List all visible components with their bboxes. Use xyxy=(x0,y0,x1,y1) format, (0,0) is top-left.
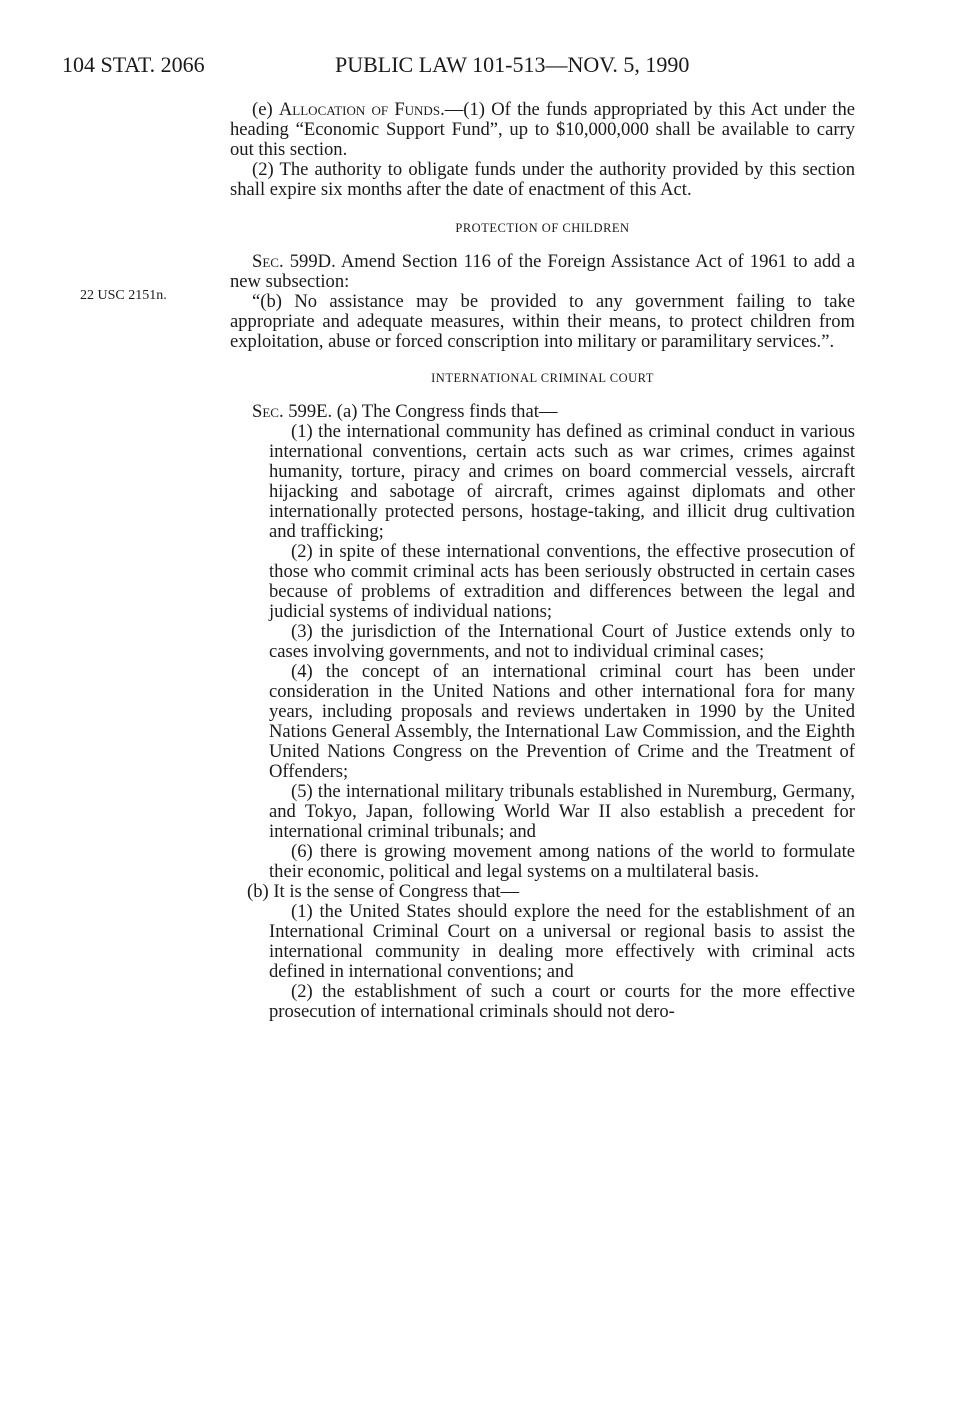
allocation-label-prefix: (e) xyxy=(252,99,279,120)
sec-label-599e: Sec xyxy=(252,401,279,422)
protection-quote: “(b) No assistance may be provided to any government failing to take appropriate and adequate measures, within their means, to protect children from exploitation, abuse or forced conscription into military or paramilitary services.”. xyxy=(230,291,855,352)
allocation-text-1: .—(1) Of the funds appropriated by this Act under the heading “Economic Support Fund”, up to $10,000,000 shall be available to carry out this section. xyxy=(230,99,856,160)
document-body xyxy=(230,100,855,1022)
stat-citation: 104 STAT. 2066 xyxy=(62,52,205,77)
icc-heading: INTERNATIONAL CRIMINAL COURT xyxy=(431,371,654,385)
finding-2: (2) in spite of these international conventions, the effective prosecution of those who commit criminal acts has been seriously obstructed in certain cases because of problems of extradition and differences between the legal and judicial systems of individual nations; xyxy=(269,541,855,622)
public-law-title: PUBLIC LAW 101-513—NOV. 5, 1990 xyxy=(335,52,690,77)
sec-label: Sec xyxy=(252,251,279,272)
finding-6: (6) there is growing movement among nations of the world to formulate their economic, political and legal systems on a multilateral basis. xyxy=(269,841,855,882)
sec-599d-paragraph xyxy=(230,252,855,292)
sec-599e-paragraph xyxy=(230,402,855,422)
usc-margin-note: 22 USC 2151n. xyxy=(80,288,167,303)
page-header xyxy=(62,52,862,82)
finding-1: (1) the international community has defined as criminal conduct in various international conventions, certain acts such as war crimes, crimes against humanity, torture, piracy and crimes on board commercial vessels, aircraft hijacking and sabotage of aircraft, crimes against diplomats and other internationally protected persons, hostage-taking, and illicit drug cultivation and trafficking; xyxy=(269,421,855,542)
finding-4: (4) the concept of an international criminal court has been under consideration in the United Nations and other international fora for many years, including proposals and reviews undertaken in 1990 by the United Nations General Assembly, the International Law Commission, and the Eighth United Nations Congress on the Prevention of Crime and the Treatment of Offenders; xyxy=(269,661,855,782)
sense-intro: (b) It is the sense of Congress that— xyxy=(247,881,520,902)
allocation-paragraph-1 xyxy=(230,100,855,160)
protection-heading: PROTECTION OF CHILDREN xyxy=(455,221,630,235)
sec-599e-text: . 599E. (a) The Congress finds that— xyxy=(278,401,558,422)
sense-1: (1) the United States should explore the need for the establishment of an International Criminal Court on a universal or regional basis to assist the international community in dealing more effectively with criminal acts defined in international conventions; and xyxy=(269,901,855,982)
finding-5: (5) the international military tribunals established in Nuremburg, Germany, and Tokyo, Japan, following World War II also establish a precedent for international criminal tribunals; and xyxy=(269,781,855,842)
allocation-paragraph-2: (2) The authority to obligate funds under the authority provided by this section shall expire six months after the date of enactment of this Act. xyxy=(230,159,855,200)
finding-3: (3) the jurisdiction of the International Court of Justice extends only to cases involving governments, and not to individual criminal cases; xyxy=(269,621,855,662)
sense-2: (2) the establishment of such a court or courts for the more effective prosecution of international criminals should not dero- xyxy=(269,981,855,1022)
sec-599d-text: . 599D. Amend Section 116 of the Foreign Assistance Act of 1961 to add a new subsection: xyxy=(230,251,855,292)
allocation-label: Allocation of Funds xyxy=(278,99,441,120)
